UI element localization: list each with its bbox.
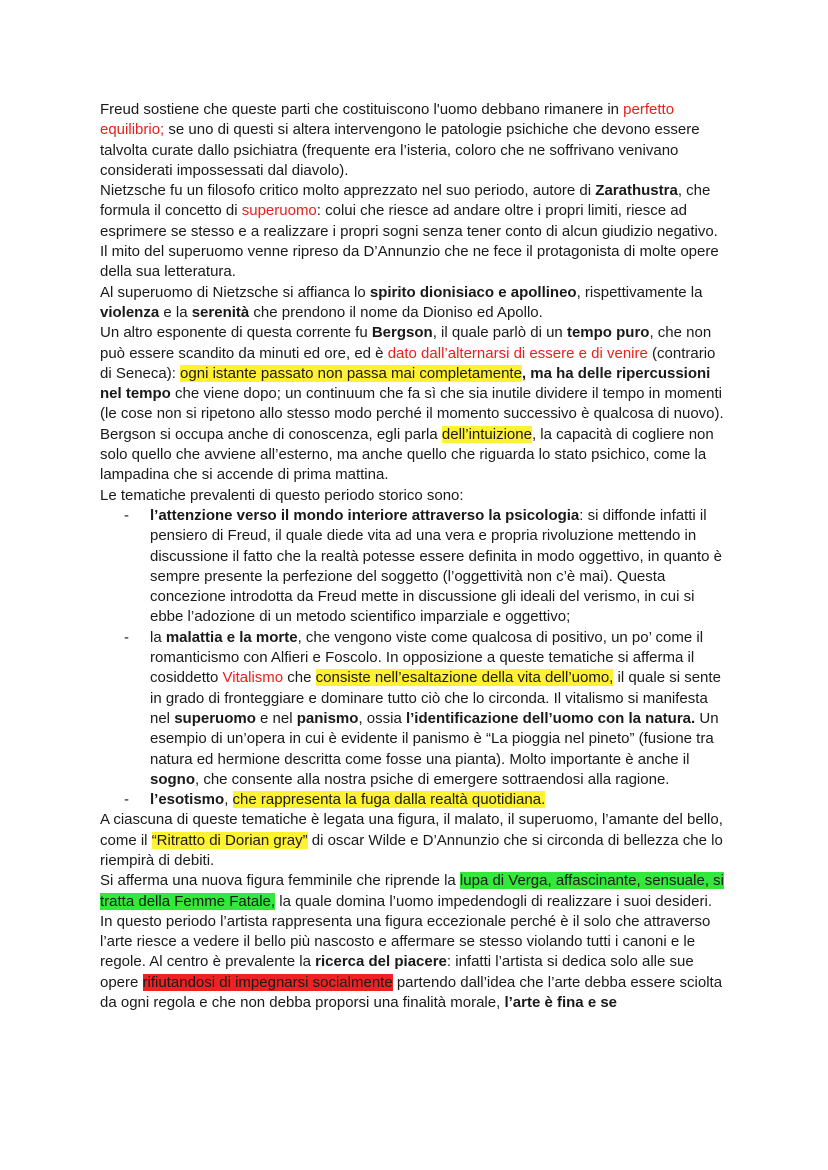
text: : si diffonde infatti il pensiero di Freud, il quale diede vita ad una vera e propria rivoluzione mettendo in discussione il fatto che la realtà potesse essere definita in modo oggettivo, in quanto è sempre presente la perfezione del soggetto (l’oggettività non c’è mai). Questa concezione introdotta da Freud mette in discussione gli ideali del verismo, in cui si ebbe l’adozione di un metodo scientifico imparziale e oggettivo; [150,506,723,626]
bold-malattia: malattia e la morte [165,628,298,646]
text: , che vengono viste come qualcosa di positivo, un po’ come il romanticismo con Alfieri e Foscolo. In opposizione a queste tematiche si afferma il cosiddetto [150,628,704,687]
text: la quale domina l’uomo impedendogli di realizzare i suoi desideri. In questo periodo l’artista rappresenta una figura eccezionale perché è il solo che attraverso l’arte riesce a vedere il bello più nascosto e affermare se stesso violando tutti i canoni e le regole. Al centro è prevalente la [100,892,712,971]
highlight-intuizione: dell’intuizione [441,425,532,443]
text: se uno di questi si altera intervengono le patologie psichiche che devono essere talvolta curate dallo psichiatra (frequente era l’isteria, coloro che ne soffrivano venivano considerati impossessati dal diavolo). [100,121,700,179]
topics-list [100,506,728,810]
paragraph-femme-fatale [100,871,728,1013]
text: Un esempio di un’opera in cui è evidente il panismo è “La pioggia nel pineto” (fusione tra natura ed hermione descritta come fosse una pianta). Molto importante è anche il [150,709,719,768]
text: di oscar Wilde e D’Annunzio che si circonda di bellezza che lo riempirà di debiti. [100,831,723,869]
text: , ossia [358,709,406,727]
bold-sogno: sogno [150,770,195,788]
text: che prendono il nome da Dioniso ed Apollo. [249,303,543,321]
red-text-vitalismo: Vitalismo [222,669,284,687]
bold-superuomo: superuomo [174,709,256,727]
text: e nel [255,709,297,727]
text: , rispettivamente la [576,283,703,301]
text: : colui che riesce ad andare oltre i propri limiti, riesce ad esprimere se stesso e a realizzare i propri sogni senza tener conto di alcun giudizio negativo. [100,202,718,240]
bold-tempo-puro: tempo puro [566,324,650,342]
paragraph-bergson-intuizione [100,425,728,486]
text: e la [159,303,192,321]
red-text-alternarsi: dato dall’alternarsi di essere e di venire [387,344,648,362]
bold-esotismo: l’esotismo [150,791,225,809]
bold-ripercussioni: , ma ha delle ripercussioni nel tempo [100,364,711,403]
bold-mondo-interiore: l’attenzione verso il mondo interiore attraverso la psicologia [150,506,580,524]
list-item-malattia [100,628,728,790]
highlight-istante: ogni istante passato non passa mai completamente [180,364,522,382]
paragraph-dionisiaco [100,283,728,324]
text: (contrario di Seneca): [100,344,716,382]
text: , la capacità di cogliere non solo quello che avviene all’esterno, ma anche quello che riguarda lo stato psichico, come la lampadina che si accende di prima mattina. [100,425,714,484]
bold-arte-fine: l’arte è fina e se [504,994,618,1012]
text: Un altro esponente di questa corrente fu [100,324,372,342]
bold-serenita: serenità [191,303,250,321]
text: , che consente alla nostra psiche di emergere sottraendosi alla ragione. [195,770,670,788]
bullet-dash: - [124,628,129,646]
bold-panismo: panismo [296,709,359,727]
list-item-esotismo [100,790,728,810]
text: , che formula il concetto di [100,182,711,220]
bold-ricerca-piacere: ricerca del piacere [315,953,447,971]
bold-violenza: violenza [100,303,160,321]
text: Si afferma una nuova figura femminile che riprende la [100,872,460,890]
bold-spirito: spirito dionisiaco e apollineo [369,283,577,301]
text: che viene dopo; un continuum che fa sì che sia inutile dividere il tempo in momenti (le cose non si ripetono allo stesso modo perché il momento successivo è qualcosa di nuovo). [100,385,724,423]
paragraph-figure [100,810,728,871]
text: , che non può essere scandito da minuti ed ore, ed è [100,324,712,362]
bold-bergson: Bergson [371,324,433,342]
highlight-rifiutandosi: rifiutandosi di impegnarsi socialmente [142,973,393,991]
text: che [283,669,316,687]
text-body [100,100,728,1013]
text: A ciascuna di queste tematiche è legata una figura, il malato, il superuomo, l’amante del bello, come il [100,811,723,849]
text: il quale si sente in grado di fronteggiare e dominare tutto ciò che lo circonda. Il vitalismo si manifesta nel [150,669,721,727]
text: Nietzsche fu un filosofo critico molto apprezzato nel suo periodo, autore di [100,182,596,200]
paragraph-nietzsche [100,181,728,242]
bold-identificazione: l’identificazione dell’uomo con la natura. [405,709,696,727]
bullet-dash: - [124,506,129,524]
text: Al superuomo di Nietzsche si affianca lo [100,283,370,301]
highlight-esaltazione: consiste nell’esaltazione della vita dell’uomo, [315,669,614,687]
bold-zarathustra: Zarathustra [595,182,678,200]
list-item-psicologia [100,506,728,628]
paragraph-freud [100,100,728,181]
highlight-femme-fatale: lupa di Verga, affascinante, sensuale, si tratta della Femme Fatale, [100,872,724,910]
paragraph-tematiche-intro: Le tematiche prevalenti di questo periodo storico sono: [100,486,464,504]
text: : infatti l’artista si dedica solo alle sue opere [100,953,694,991]
text: Bergson si occupa anche di conoscenza, egli parla [100,425,442,443]
text: la [150,628,166,646]
text: partendo dall’idea che l’arte debba essere sciolta da ogni regola e che non debba proporsi una finalità morale, [100,973,723,1012]
highlight-fuga: che rappresenta la fuga dalla realtà quotidiana. [232,791,546,809]
text: Freud sostiene che queste parti che costituiscono l'uomo debbano rimanere in [100,101,624,118]
red-text-equilibrio: perfetto equilibrio; [100,101,675,139]
highlight-dorian-gray: “Ritratto di Dorian gray” [151,831,308,849]
text: , il quale parlò di un [432,324,567,342]
text: , [224,791,233,809]
paragraph-bergson-tempo [100,323,728,424]
bullet-dash: - [124,791,129,809]
paragraph-dannunzio: Il mito del superuomo venne ripreso da D’Annunzio che ne fece il protagonista di molte opere della sua letteratura. [100,243,719,281]
red-text-superuomo: superuomo [241,202,317,220]
